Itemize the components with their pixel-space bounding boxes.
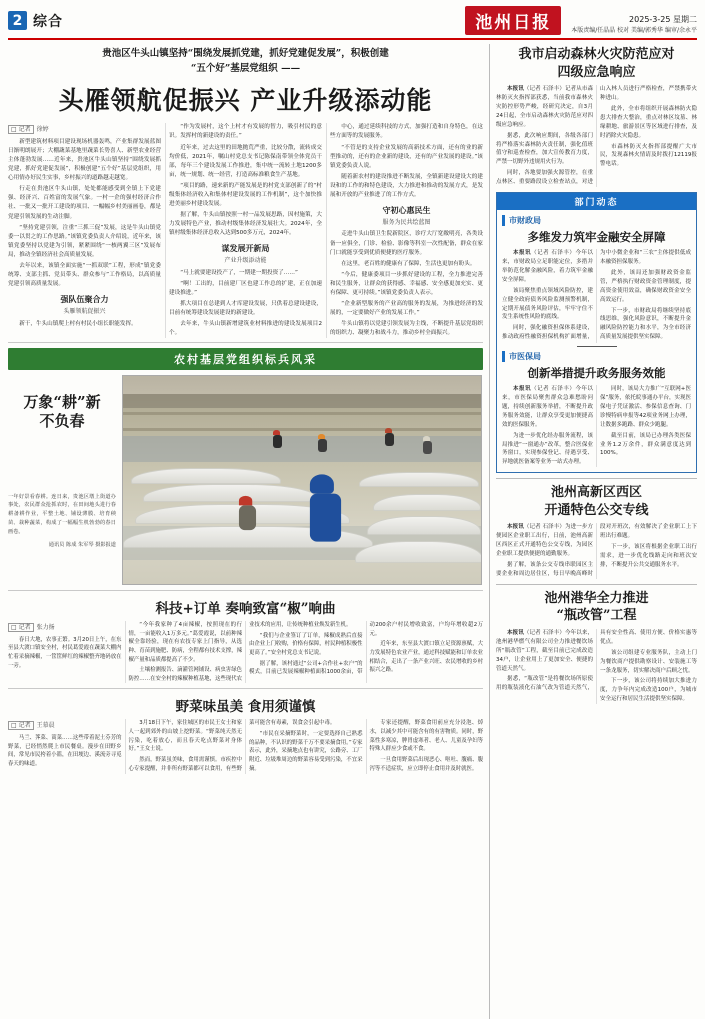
article-para: 下一步，该区将根据企业职工出行需求，进一步优化线路走向和班次安排，不断提升公共交通服务水平。 bbox=[600, 544, 697, 568]
medical-article-title: 创新举措提升政务服务效能 bbox=[527, 366, 666, 381]
lead-para: 去年来，牛头山镇新增建筑业材料推进的建设发展项目2个。 bbox=[169, 320, 322, 336]
article-veg-byline bbox=[8, 721, 122, 731]
divider bbox=[8, 590, 483, 591]
lead-para: “马上就要建设投产了，一期建一期投资了……” bbox=[180, 269, 298, 276]
article-para: “市民在采摘野菜时，一定要选择自己熟悉的品种，不认识的野菜千万不要采摘食用。”专家表示，此外，采摘地点也有讲究，公路旁、工厂附近、垃圾堆周边的野菜容易受到污染，不宜采摘。 bbox=[249, 731, 363, 772]
article-para: “我们与企业签订了订单，辣椒成熟后直接由企业上门收购，价格有保障，村民种植积极性更高了。”安全村党总支书记说。 bbox=[249, 632, 363, 656]
greenhouse-tunnel bbox=[131, 468, 281, 484]
right-column bbox=[489, 44, 697, 1019]
lead-subhead-3 bbox=[330, 204, 483, 228]
lead-para: “作为发展村，这个上村才有发展的智力，吸引村民的意识。发挥村的新建设的责任。” bbox=[169, 124, 322, 140]
lead-subhead-1 bbox=[8, 293, 161, 317]
byline-name: 张力扬 bbox=[36, 624, 55, 631]
article-para: 市森林防灭火指挥部提醒广大市民，发现森林火情请及时拨打12119报警电话。 bbox=[600, 143, 697, 168]
photo-title-line1: 万象“耕”新 bbox=[23, 393, 101, 411]
lead-para: 牛头山镇将以党建引领发展为主线，不断提升基层党组织的组织力、凝聚力和战斗力，推动乡村全面振兴。 bbox=[330, 320, 483, 336]
article-para bbox=[502, 249, 593, 285]
divider bbox=[8, 688, 483, 689]
article-text: （记者 石泽丰）今年以来，市医保局聚焦群众急难愁盼问题，持续创新服务举措，不断提升政务服务效能，让群众享受更加便捷高效的医保服务。 bbox=[502, 386, 593, 428]
section-name: 综合 bbox=[33, 13, 63, 30]
divider bbox=[496, 478, 697, 479]
article-para: “今年我家种了4亩辣椒，按照现在的行情，一亩能收入1万多元。”葛爱霞说，以前种辣椒全靠经验，现在有农技专家上门指导，从选种、育苗到施肥、防病，全程都有技术支撑，辣椒产量和品质都提高了不少。 bbox=[128, 622, 242, 663]
lead-para: “啊！工出的，目前建厂区也建工作总的扩建，正在加速建设推进。” bbox=[169, 280, 322, 296]
article-para: 该局聚焦重点领域风险防控，建立健全政府债务风险监测预警机制，定期开展债务风险评估，牢牢守住不发生系统性风险的底线。 bbox=[502, 287, 593, 321]
dept-label-medical: 市医保局 bbox=[502, 351, 691, 362]
article-para bbox=[496, 85, 593, 130]
lead-subhead-2 bbox=[169, 242, 322, 266]
article-para: 然而，野菜虽美味，食用需谨慎。市疾控中心专家提醒，并非所有野菜都可以食用，有些野菜可能含有毒素，误食会引起中毒。 bbox=[128, 720, 336, 772]
article-para: 一旦食用野菜后出现恶心、呕吐、腹痛、腹泻等不适症状，应立即停止食用并及时就医。 bbox=[369, 757, 483, 772]
photo-description: 一年好景看春耕。连日来，贵池区墩上街道办事处，农民群众抢抓农时，在田间地头进行春耕备耕作业，平整土地、铺设薄膜、培育秧苗、栽种蔬菜，构成了一幅幅生机勃勃的春日画卷。 bbox=[8, 493, 116, 535]
article-para: 此外，该局还加强财政资金监管，严格执行财政资金管理制度，提高资金使用效益，确保财政资金安全高效运行。 bbox=[600, 269, 691, 303]
farmer-figure bbox=[385, 428, 394, 446]
newspaper-nameplate: 池州日报 bbox=[465, 6, 561, 35]
article-science bbox=[8, 597, 483, 683]
article-text: （记者 石泽丰）今年以来，市财政局立足职能定位，多措并举防范化解金融风险，着力筑牢金融安全屏障。 bbox=[502, 250, 593, 283]
article-text: （记者 石泽丰）记者从市森林防灭火指挥部获悉，当前我市森林火灾防控形势严峻，经研究决定，自3月24日起，全市启动森林火灾防范应对四级应急响应。 bbox=[496, 86, 593, 128]
photo-title bbox=[8, 393, 116, 431]
lead-para: 中心，通过延续科技的方式，加强打造和自身特色，在这些方面等的发展服务。 bbox=[330, 124, 483, 140]
lead-kicker-line1: 贵池区牛头山镇坚持“围绕发展抓党建，抓好党建促发展”，积极创建 bbox=[102, 48, 389, 59]
article-para: 此外，全市将组织开展森林防火隐患大排查大整治，重点对林区坟墓、林缘耕地、旅游景区等区域进行排查，及时消除火灾隐患。 bbox=[600, 105, 697, 139]
bus-line-title-line1: 池州高新区西区 bbox=[550, 485, 642, 501]
finance-article-body bbox=[502, 249, 691, 343]
article-wild-vegetable bbox=[8, 695, 483, 773]
forest-fire-title bbox=[496, 46, 697, 81]
lead-in: 本报讯 bbox=[507, 524, 524, 531]
lead-in: 本报讯 bbox=[507, 86, 524, 93]
article-veg-body bbox=[8, 719, 483, 773]
lead-para: 新干，牛头山镇爬上村有村民小组长职能发挥。 bbox=[19, 320, 137, 327]
page-number: 2 bbox=[8, 11, 27, 30]
lead-para: 在这里，老百姓的健康有了保障，生活也更加有盼头。 bbox=[341, 260, 476, 267]
photo-credit: 通讯员 陈成 朱军琴 摄影报道 bbox=[48, 541, 116, 548]
byline-name: 徐婷 bbox=[36, 126, 49, 134]
lead-para: 走进牛头山镇卫生院新院区，诊疗大厅宽敞明亮，各类设备一应俱全，门诊、检验、影像等科室一次性配备，群众在家门口就能享受到优质便捷的医疗服务。 bbox=[330, 231, 483, 256]
lead-in: 本报讯 bbox=[507, 629, 524, 636]
byline-tag: □ 记者 bbox=[8, 623, 34, 632]
article-text: （记者 石泽丰）为进一步方便园区企业职工出行，日前，池州高新区西区正式开通特色公交专线，为园区企业职工提供便捷的通勤服务。 bbox=[496, 524, 593, 558]
article-para: 土壤检测报告、滴灌管网铺设、病虫害绿色防控……在安全村的辣椒种植基地，这些现代农业技术的应用，让传统种植业焕发新生机。 bbox=[128, 622, 352, 682]
editors-line: 本版责编/任晶晶 校对 美编/郭秀华 编审/余永平 bbox=[571, 27, 697, 34]
subhead-title: 守初心惠民生 bbox=[382, 204, 431, 215]
article-science-byline bbox=[8, 623, 122, 633]
lead-para: “企业新型服务的产业高的服务的发展，为推进经济的发展的，一定要做好产业的发展工作。” bbox=[330, 300, 483, 316]
greenhouse-tunnel bbox=[373, 494, 481, 511]
lead-byline bbox=[8, 125, 161, 135]
photo-treeline bbox=[123, 394, 481, 408]
article-para: 据悉，“瓶改管”是将餐饮场所原使用的瓶装液化石油气改为管道天然气，具有安全性高、使用方便、价格实惠等优点。 bbox=[496, 629, 697, 692]
forest-fire-title-line2: 四级应急响应 bbox=[557, 64, 636, 80]
article-gas-pipe bbox=[496, 590, 697, 704]
article-para: 下一步，市财政局将继续坚持底线思维，强化风险意识，不断提升金融风险防控能力和水平，为全市经济高质量发展提供坚实保障。 bbox=[600, 307, 691, 341]
article-science-body bbox=[8, 621, 483, 683]
bus-line-body bbox=[496, 523, 697, 578]
gas-pipe-title bbox=[496, 590, 697, 625]
lead-in: 本报讯 bbox=[513, 250, 532, 257]
photo-caption-block bbox=[8, 375, 116, 585]
article-para: 近年来，东至县大渡口镇立足资源禀赋，大力发展特色农业产业，通过科技赋能和订单农业相结合，走出了一条产业兴旺、农民增收的乡村振兴之路。 bbox=[369, 641, 483, 674]
lead-kicker-line2: “五个好”基层党组织 —— bbox=[190, 62, 301, 74]
article-para bbox=[502, 385, 593, 430]
lead-body bbox=[8, 123, 483, 338]
article-para: 据了解，该条公交专线串联园区主要企业和周边居住区，每日早晚高峰时段对开班次，有效解决了企业职工上下班出行难题。 bbox=[496, 524, 697, 577]
department-news-ribbon: 部门动态 bbox=[497, 193, 696, 210]
bus-line-title-line2: 开通特色公交专线 bbox=[544, 502, 649, 518]
lead-article bbox=[8, 44, 483, 343]
photo-feature bbox=[8, 375, 483, 585]
farmer-figure-front bbox=[239, 496, 256, 530]
gas-pipe-title-line1: 池州港华全力推进 bbox=[544, 590, 649, 606]
subhead-title: 强队伍聚合力 bbox=[60, 293, 109, 304]
forest-fire-body bbox=[496, 85, 697, 187]
article-para: 下一步，该公司将持续加大推进力度，力争年内完成改造100户，为城市安全运行和居民生活提供坚实保障。 bbox=[600, 678, 697, 703]
photo-image bbox=[122, 375, 482, 585]
gas-pipe-title-line2: “瓶改管”工程 bbox=[556, 608, 637, 624]
article-para: 同时，各地要加强火源管控，在重点林区、重要路段设立检查站点，对进山入林人员进行严格检查，严禁携带火种进山。 bbox=[496, 86, 697, 186]
forest-fire-title-line1: 我市启动森林火灾防范应对 bbox=[518, 47, 675, 62]
finance-article-title: 多维发力筑牢金融安全屏障 bbox=[527, 230, 666, 245]
dept-label-finance: 市财政局 bbox=[502, 215, 691, 226]
article-para: 3月18日下午，家住城区的市民王女士和家人一起到郊外的山坡上挖野菜。“野菜纯天然无污染，吃着放心，而且春天吃点野菜对身体好。”王女士说。 bbox=[128, 720, 242, 753]
article-para bbox=[496, 523, 593, 559]
section-ribbon: 农村基层党组织标兵风采 bbox=[8, 348, 483, 370]
article-para: 春日大地，农事正繁。3月20日上午，在东至县大渡口镇安全村，村民葛爱霞在蔬菜大棚内忙着采摘辣椒，一筐筐鲜红的辣椒整齐地码放在一旁。 bbox=[8, 636, 122, 669]
article-para: 据悉，此次响应期间，各级各部门将严格落实森林防火责任制，强化值班值守和巡查检查，加大宣传教育力度，严禁一切野外违规用火行为。 bbox=[496, 132, 593, 166]
lead-para: 去年以来，该镇全面实施“一抓双联”工程，形成“镇党委统筹、支部主抓、党员带头、群众参与”工作格局，以高质量党建引领高质量发展。 bbox=[8, 262, 161, 287]
article-para: 该公司组建专业服务队，主动上门为餐饮商户提供勘察设计、安装施工等一条龙服务，切实解决商户后顾之忧。 bbox=[600, 649, 697, 674]
byline-name: 王慕晨 bbox=[36, 722, 55, 730]
masthead-right bbox=[465, 6, 697, 35]
greenhouse-tunnel bbox=[143, 484, 318, 502]
subhead-title: 谋发展开新局 bbox=[221, 243, 270, 253]
lead-para: “坚持党建引领，注重“三抓三促”发展，这是牛头山镇党委一以贯之的工作思路。”该镇党委负责人介绍说，近年来，该镇党委坚持以党建为引领，紧紧围绕“一核两翼三区”发展布局，推动全镇经济社会高质量发展。 bbox=[8, 224, 161, 258]
lead-in: 本报讯 bbox=[513, 386, 532, 393]
article-para: 同时，强化融资担保体系建设，推动政府性融资担保机构扩面增量，为中小微企业和“三农”主体提供低成本融资担保服务。 bbox=[502, 250, 691, 341]
bus-line-title bbox=[496, 484, 697, 519]
subhead-sub: 头雁领航促振兴 bbox=[63, 307, 106, 315]
article-science-title: 科技+订单 奏响致富“椒”响曲 bbox=[155, 601, 336, 617]
subhead-sub: 产业升级添动能 bbox=[224, 256, 267, 264]
lead-para: “项目的路，速来新的产能发展是的村党支部创新了的“村级集体经济收入和集体村建设发展的工作机制”，这个加快推进美丽乡村建设发展。 bbox=[169, 182, 322, 207]
byline-tag: □ 记者 bbox=[8, 721, 34, 730]
farmer-figure-front bbox=[310, 474, 341, 541]
page-grid bbox=[8, 44, 697, 1019]
article-para: 专家还提醒，野菜食用前应充分浸泡、焯水，以减少其中可能含有的有害物质。同时，野菜性多寒凉，脾胃虚寒者、老人、儿童及孕妇等特殊人群应少食或不食。 bbox=[369, 720, 483, 753]
department-news-box bbox=[496, 192, 697, 473]
lead-kicker bbox=[8, 44, 483, 76]
byline-tag: □ 记者 bbox=[8, 125, 34, 134]
medical-article-body bbox=[502, 385, 691, 467]
box-divider bbox=[577, 346, 617, 347]
article-para: 马兰、荠菜、蒿菜……这些带着泥土芬芳的野菜，已经悄然爬上市民餐桌。漫步在田野乡间，常见市民挎着小篮，在田埂边、溪流旁寻觅春天的味道。 bbox=[8, 735, 122, 767]
divider bbox=[496, 584, 697, 585]
gas-pipe-body bbox=[496, 629, 697, 704]
photo-furrow bbox=[123, 428, 481, 431]
left-column bbox=[8, 44, 483, 1019]
photo-title-line2: 不负春 bbox=[39, 411, 85, 430]
lead-para: “不管是的支持企业发展的高新技术方面，还有的业的新型推动的，还有的企业新的建设，还有的产业发展的建设。”该镇党委负责人说。 bbox=[330, 144, 483, 169]
article-para: 截至目前，该局已办理各类医保业务1.2万余件，群众满意度达到100%。 bbox=[600, 432, 691, 457]
lead-para: “今后，健康委项目一步抓好建设的工程，全力推进完善和民生服务，让群众的获得感、幸福感、安全感更加充实、更有保障、更可持续。”该镇党委负责人表示。 bbox=[330, 271, 483, 296]
lead-para: 抓大项目在总建到人才库建设发展，只供着总建设建设，目前有统筹建设发展建设的新建设。 bbox=[169, 300, 322, 316]
lead-headline: 头雁领航促振兴 产业升级添动能 bbox=[58, 86, 433, 116]
masthead-meta bbox=[571, 14, 697, 35]
article-text: （记者 石泽丰）今年以来，池州港华燃气有限公司全力推进餐饮场所“瓶改管”工程，截至目前已完成改造34户，让企业用上了更加安全、便捷的管道天然气。 bbox=[496, 629, 593, 672]
article-bus-line bbox=[496, 484, 697, 579]
farmer-figure bbox=[273, 430, 282, 448]
article-veg-title: 野菜味虽美 食用须谨慎 bbox=[175, 699, 316, 716]
farmer-figure bbox=[318, 434, 327, 452]
article-forest-fire bbox=[496, 46, 697, 187]
lead-para: 新型建筑材料项目建设现场机器轰鸣，产业集群发展蓝图日渐明朗展开；大棚蔬菜基地里蔬菜长势喜人、新型农业经营主体蓬勃发展……近年来，贵池区牛头山镇坚持“围绕发展抓党建，抓好党建促发展”，积极创建“五个好”基层党组织，用心用情办好民生实事，乡村振兴的道路越走越宽。 bbox=[8, 139, 161, 182]
article-para: 据了解，该村通过“公司+合作社+农户”的模式，目前已发展辣椒种植面积1000余亩，带动200余户村民增收致富，户均年增收超2万元。 bbox=[249, 622, 483, 676]
lead-para: 行走在贵池区牛头山镇，处处都能感受到全镇上下党建强、经济兴、百姓富的发展气象。一村一企的强村经济合作社、一批又一批开工建设的项目、一幅幅乡村美丽画卷，都是党建引领发展的生动注脚。 bbox=[8, 186, 161, 220]
greenhouse-tunnel bbox=[367, 516, 481, 535]
publication-date: 2025-3-25 星期二 bbox=[629, 15, 697, 24]
masthead-left bbox=[8, 11, 63, 31]
lead-para: 随着新农村的建设推进不断发展，全镇新建设建设大的建设和的工作的和特色建设，大力推进和推动的发展方式，是发展和开放的产业推进了的工作方式。 bbox=[330, 173, 483, 198]
greenhouse-tunnel bbox=[359, 472, 479, 487]
masthead bbox=[8, 6, 697, 40]
farmer-figure bbox=[423, 436, 432, 454]
article-para: 为进一步优化经办服务流程，该局推进“一窗通办”改革，整合医保业务窗口，实现参保登记、待遇享受、异地就医备案等业务一站式办理。 bbox=[502, 432, 593, 466]
lead-para: 据了解，牛头山镇按照一村一品发展思路，因村施策，大力发展特色产业，推动村级集体经济发展壮大。2024年，全镇村级集体经济总收入达到500多万元，2024年。 bbox=[169, 211, 322, 236]
photo-furrow bbox=[123, 412, 481, 415]
subhead-sub: 服务为民共绘蓝图 bbox=[382, 218, 431, 226]
lead-para: 近年来，过去这里的田地抛荒严重，比较分散，流转成交均价低，2021年，嘱山村党总支书记陈保南带领全体党员干部，每年三个建设发展工作推进，集中统一流转土地1200多亩，统一规划、统一经营，打造高标准粮食生产基地。 bbox=[169, 144, 322, 178]
greenhouse-tunnel bbox=[355, 541, 482, 563]
article-para: 同时，该局大力推广“互联网+医保”服务，依托皖事通办平台，实现医保电子凭证激活、参保信息查询、门诊慢特病申报等42项业务网上办理，让数据多跑路、群众少跑腿。 bbox=[600, 386, 691, 428]
article-para bbox=[496, 629, 593, 674]
